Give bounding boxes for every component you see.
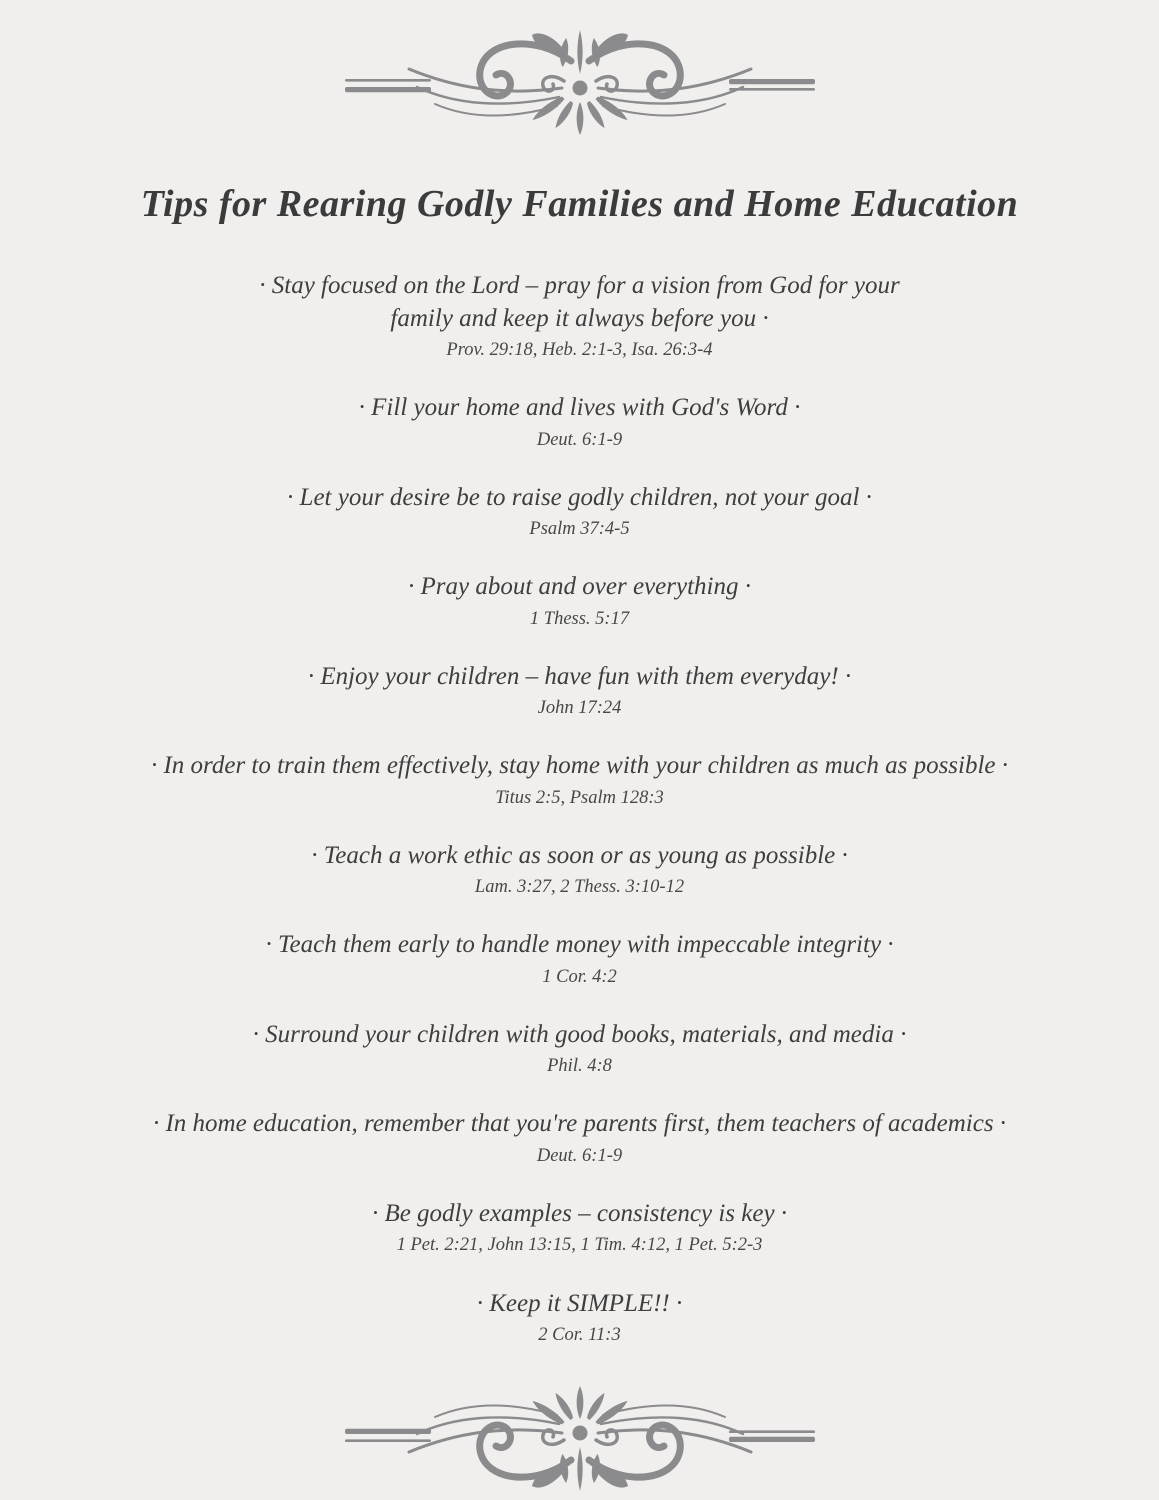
tip-text: · Enjoy your children – have fun with them everyday! · <box>307 662 852 690</box>
tip-text: · Stay focused on the Lord – pray for a vision from God for your family and keep it always before you · <box>259 272 900 332</box>
tip-scripture-reference: Titus 2:5, Psalm 128:3 <box>495 787 664 808</box>
tip-item <box>0 270 1159 362</box>
tip-item <box>0 929 1159 989</box>
bottom-flourish-divider <box>0 1377 1159 1497</box>
tip-scripture-reference: Deut. 6:1-9 <box>536 1145 623 1166</box>
tip-text: · In order to train them effectively, stay home with your children as much as possible · <box>150 752 1009 780</box>
tip-text: · Fill your home and lives with God's Word · <box>358 394 801 422</box>
tip-scripture-reference: 1 Thess. 5:17 <box>529 608 630 629</box>
top-flourish-divider <box>0 24 1159 144</box>
tip-scripture-reference: Prov. 29:18, Heb. 2:1-3, Isa. 26:3-4 <box>446 340 713 360</box>
tip-text: · Teach a work ethic as soon or as young as possible · <box>311 841 848 869</box>
tip-text: · Teach them early to handle money with impeccable integrity · <box>265 931 894 959</box>
page-title: Tips for Rearing Godly Families and Home Education <box>140 183 1019 225</box>
tip-item <box>0 840 1159 900</box>
tip-item <box>0 571 1159 631</box>
tip-item <box>0 392 1159 452</box>
tip-item <box>0 1019 1159 1079</box>
tip-scripture-reference: John 17:24 <box>537 698 622 719</box>
tip-item <box>0 750 1159 810</box>
floral-flourish-icon <box>345 24 815 144</box>
tip-scripture-reference: 1 Cor. 4:2 <box>542 966 617 987</box>
floral-flourish-icon <box>345 1377 815 1497</box>
tip-scripture-reference: Deut. 6:1-9 <box>536 429 623 450</box>
tip-scripture-reference: 2 Cor. 11:3 <box>538 1325 621 1346</box>
tip-text: · Keep it SIMPLE!! · <box>476 1289 683 1317</box>
tips-list <box>0 270 1159 1347</box>
tip-text: · Surround your children with good books, materials, and media · <box>252 1020 907 1048</box>
tip-item <box>0 1108 1159 1168</box>
tip-scripture-reference: Psalm 37:4-5 <box>529 519 630 540</box>
tip-item <box>0 1288 1159 1348</box>
tip-text: · Pray about and over everything · <box>408 573 751 601</box>
tip-scripture-reference: Lam. 3:27, 2 Thess. 3:10-12 <box>474 877 685 898</box>
tip-item <box>0 482 1159 542</box>
tip-text: · Let your desire be to raise godly children, not your goal · <box>287 483 872 511</box>
tip-item <box>0 1198 1159 1258</box>
tip-text: · Be godly examples – consistency is key · <box>371 1199 788 1227</box>
tip-item <box>0 661 1159 721</box>
tip-text: · In home education, remember that you're parents first, them teachers of academics · <box>152 1110 1007 1138</box>
tip-scripture-reference: 1 Pet. 2:21, John 13:15, 1 Tim. 4:12, 1 Pet. 5:2-3 <box>396 1235 763 1256</box>
tip-scripture-reference: Phil. 4:8 <box>547 1056 612 1077</box>
